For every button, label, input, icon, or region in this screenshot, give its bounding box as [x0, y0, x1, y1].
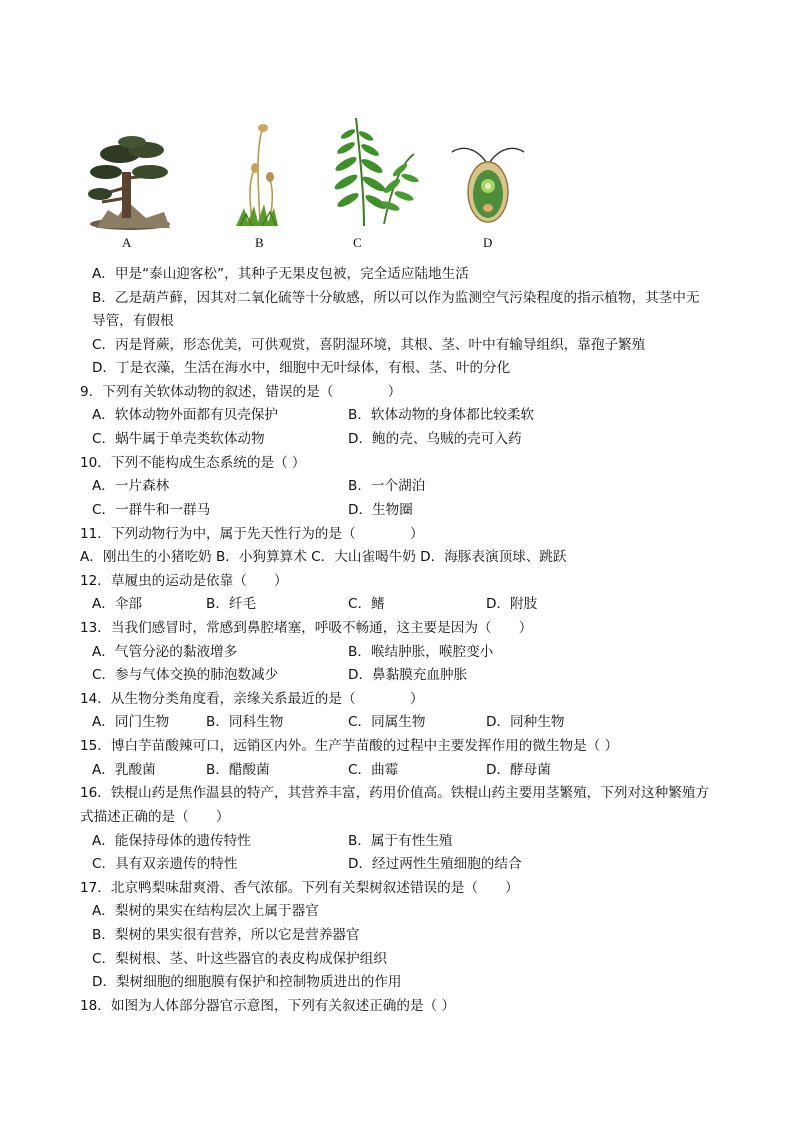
q16-option-b: B．属于有性生殖: [348, 833, 453, 849]
q14-option-d: D．同种生物: [486, 714, 565, 730]
q8-option-d: D．丁是衣藻，生活在海水中，细胞中无叶绿体，有根、茎、叶的分化: [92, 360, 511, 376]
q9-option-a: A．软体动物外面都有贝壳保护: [92, 407, 279, 423]
q16-stem: 16．铁棍山药是焦作温县的特产，其营养丰富，药用价值高。铁棍山药主要用茎繁殖，下列对这种繁殖方: [80, 785, 710, 801]
q17-option-c: C．梨树根、茎、叶这些器官的表皮构成保护组织: [92, 951, 387, 967]
q12-option-c: C．鳍: [348, 596, 385, 612]
q13-option-d: D．鼻黏膜充血肿胀: [348, 667, 468, 683]
q16-option-d: D．经过两性生殖细胞的结合: [348, 856, 522, 872]
q9-option-d: D．鲍的壳、乌贼的壳可入药: [348, 431, 522, 447]
q16-option-c: C．具有双亲遗传的特性: [92, 856, 238, 872]
q15-option-c: C．曲霉: [348, 762, 399, 778]
q14-option-b: B．同科生物: [206, 714, 284, 730]
q9-stem: 9．下列有关软体动物的叙述，错误的是（ ）: [80, 384, 402, 400]
q10-option-b: B．一个湖泊: [348, 478, 426, 494]
q8-option-b-cont: 导管，有假根: [92, 313, 174, 329]
q11-options: A．刚出生的小猪吃奶 B．小狗算算术 C．大山雀喝牛奶 D．海豚表演顶球、跳跃: [80, 549, 567, 565]
figure-label-c: C: [353, 235, 362, 250]
q9-option-b: B．软体动物的身体都比较柔软: [348, 407, 535, 423]
pine-tree-icon: [88, 132, 172, 230]
q13-stem: 13．当我们感冒时，常感到鼻腔堵塞，呼吸不畅通，这主要是因为（ ）: [80, 620, 533, 636]
q15-option-b: B．醋酸菌: [206, 762, 270, 778]
q13-option-c: C．参与气体交换的肺泡数减少: [92, 667, 279, 683]
q17-option-d: D．梨树细胞的细胞膜有保护和控制物质进出的作用: [92, 974, 402, 990]
q13-option-a: A．气管分泌的黏液增多: [92, 644, 238, 660]
q15-option-d: D．酵母菌: [486, 762, 551, 778]
q10-stem: 10．下列不能构成生态系统的是（ ）: [80, 455, 306, 471]
figure-label-d: D: [483, 235, 493, 250]
q16-option-a: A．能保持母体的遗传特性: [92, 833, 251, 849]
q17-stem: 17．北京鸭梨味甜爽滑、香气浓郁。下列有关梨树叙述错误的是（ ）: [80, 880, 519, 896]
q18-stem: 18．如图为人体部分器官示意图，下列有关叙述正确的是（ ）: [80, 998, 456, 1014]
plant-figures: [0, 0, 793, 260]
q12-stem: 12．草履虫的运动是依靠（ ）: [80, 573, 288, 589]
q17-option-b: B．梨树的果实很有营养，所以它是营养器官: [92, 927, 360, 943]
q12-option-d: D．附肢: [486, 596, 538, 612]
q10-option-a: A．一片森林: [92, 478, 170, 494]
q14-option-a: A．同门生物: [92, 714, 170, 730]
fern-icon: [330, 114, 420, 228]
q8-option-c: C．丙是肾蕨，形态优美，可供观赏，喜阴湿环境，其根、茎、叶中有输导组织，靠孢子繁殖: [92, 337, 646, 353]
figure-label-b: B: [255, 235, 264, 250]
q14-stem: 14．从生物分类角度看，亲缘关系最近的是（ ）: [80, 691, 424, 707]
q15-option-a: A．乳酸菌: [92, 762, 156, 778]
moss-icon: [230, 122, 286, 230]
q14-option-c: C．同属生物: [348, 714, 426, 730]
q11-stem: 11．下列动物行为中，属于先天性行为的是（ ）: [80, 526, 424, 542]
q12-option-a: A．伞部: [92, 596, 143, 612]
chlamydomonas-icon: [448, 138, 528, 228]
figure-label-a: A: [122, 235, 132, 250]
q10-option-d: D．生物圈: [348, 502, 413, 518]
q8-option-a: A．甲是“泰山迎客松”，其种子无果皮包被，完全适应陆地生活: [92, 266, 469, 282]
q16-stem-cont: 式描述正确的是（ ）: [80, 809, 230, 825]
q15-stem: 15．博白芋苗酸辣可口，远销区内外。生产芋苗酸的过程中主要发挥作用的微生物是（ ）: [80, 738, 619, 754]
q10-option-c: C．一群牛和一群马: [92, 502, 211, 518]
q12-option-b: B．纤毛: [206, 596, 257, 612]
q13-option-b: B．喉结肿胀，喉腔变小: [348, 644, 494, 660]
q9-option-c: C．蜗牛属于单壳类软体动物: [92, 431, 265, 447]
q8-option-b: B．乙是葫芦藓，因其对二氧化硫等十分敏感，所以可以作为监测空气污染程度的指示植物，其茎中无: [92, 290, 700, 306]
q17-option-a: A．梨树的果实在结构层次上属于器官: [92, 903, 319, 919]
